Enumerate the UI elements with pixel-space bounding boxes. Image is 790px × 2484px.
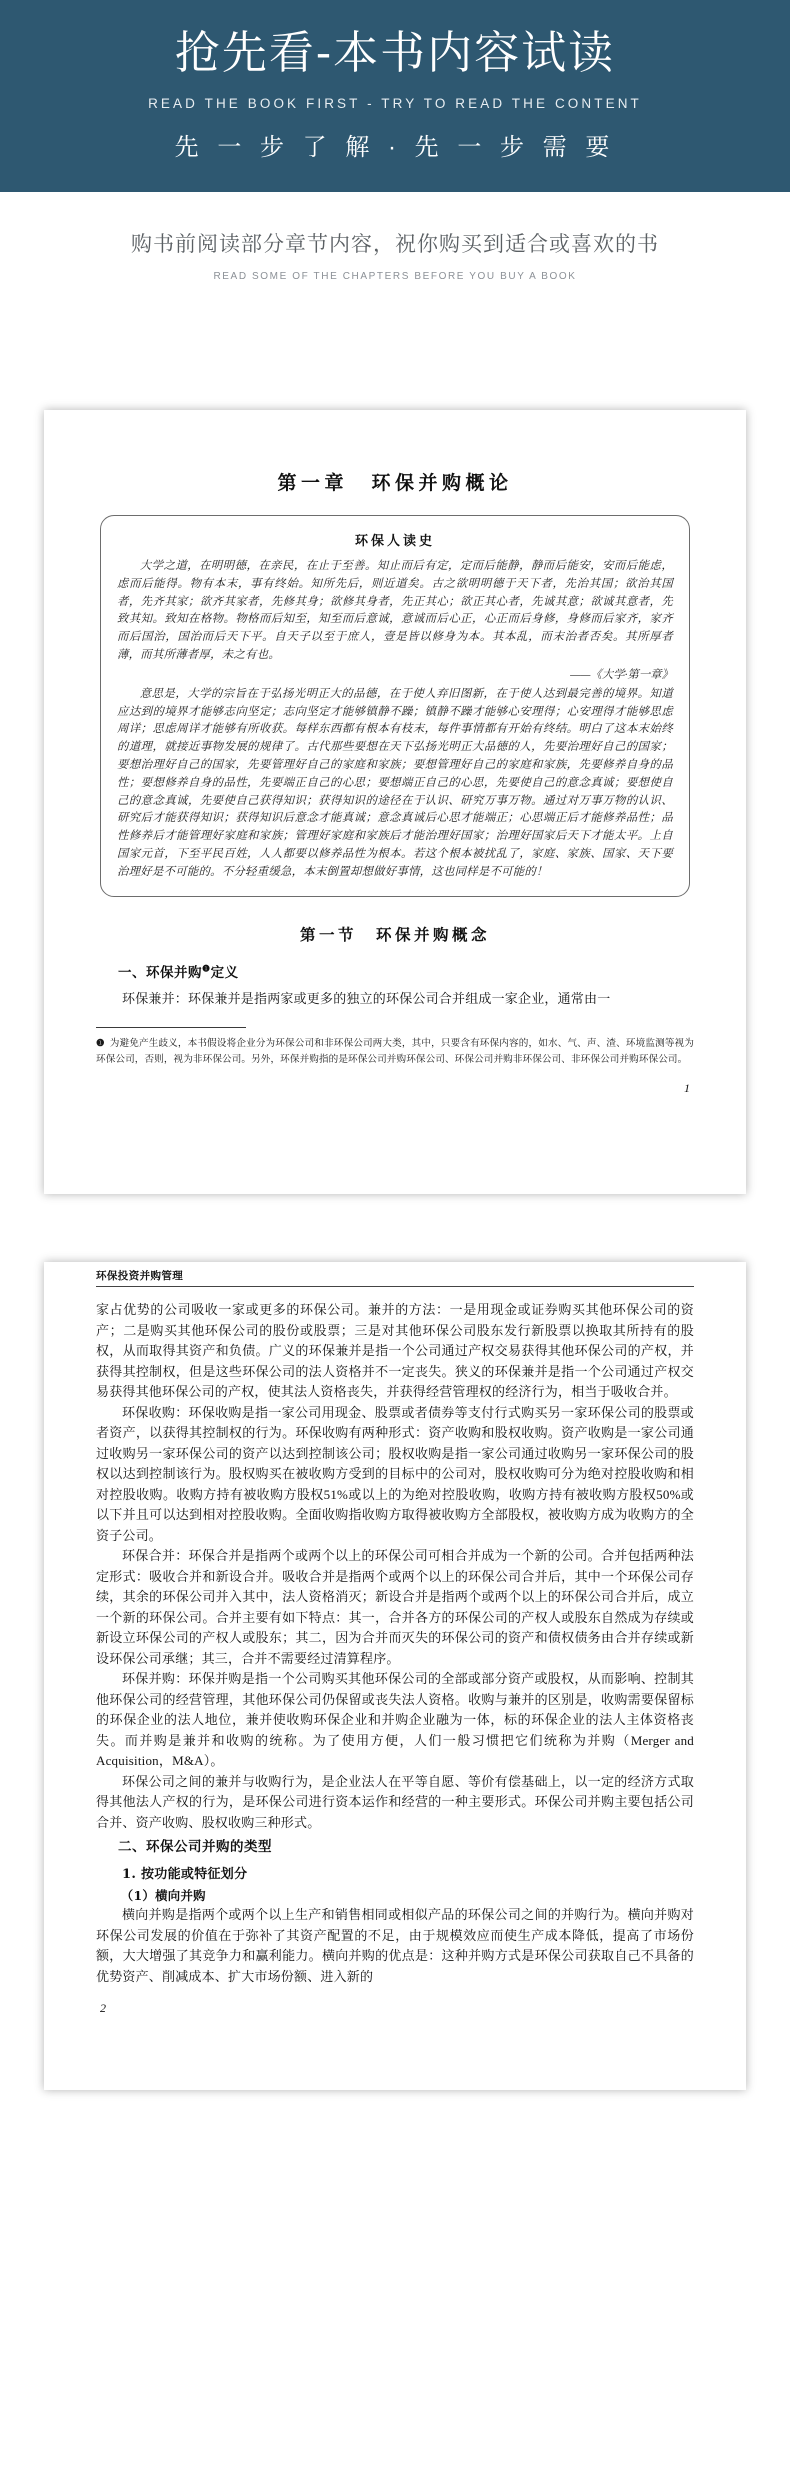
page1-bottom-spacer (96, 1096, 694, 1166)
book-page-2 (44, 1262, 746, 2090)
section-title: 第一节 环保并购概念 (299, 924, 490, 944)
intro-heading-cn: 购书前阅读部分章节内容，祝你购买到适合或喜欢的书 (131, 233, 659, 256)
subsection-title-tail: 定义 (210, 964, 239, 981)
page1-body-paragraph: 环保兼并：环保兼并是指两家或更多的独立的环保公司合并组成一家企业，通常由一 (122, 990, 611, 1006)
quote-paragraph-2: 意思是，大学的宗旨在于弘扬光明正大的品德，在于使人弃旧图新，在于使人达到最完善的境界。知道应达到的境界才能够志向坚定；志向坚定才能够镇静不躁；镇静不躁才能够心安理得；心安理得才能够思虑周详；思虑周详才能够有所收获。每样东西都有根本有枝末，每件事情都有开始有终结。明白了这本末始终的道理，就接近事物发展的规律了。古代那些要想在天下弘扬光明正大品德的人，先要治理好自己的国家；要想治理好自己的国家，先要管理好自己的家庭和家族；要想管理好自己的家庭和家族，先要修养自身的品性；要想修养自身的品性，先要端正自己的心思；要想端正自己的心思，先要使自己的意念真诚；要想使自己的意念真诚，先要使自己获得知识；获得知识的途径在于认识、研究万事万物。通过对万事万物的认识、研究后才能获得知识；获得知识后意念才能真诚；意念真诚后心思才能端正；心思端正后才能修养品性；品性修养后才能管理好家庭和家族；管理好家庭和家族后才能治理好国家；治理好国家后天下才能太平。上自国家元首，下至平民百姓，人人都要以修养品性为根本。若这个根本被扰乱了，家庭、家族、国家、天下要治理好是不可能的。不分轻重缓急，本末倒置却想做好事情，这也同样是不可能的！ (117, 687, 673, 878)
quote-paragraph-1: 大学之道，在明明德，在亲民，在止于至善。知止而后有定，定而后能静，静而后能安，安而后能虑，虑而后能得。物有本末，事有终始。知所先后，则近道矣。古之欲明明德于天下者，先治其国；欲治其国者，先齐其家；欲齐其家者，先修其身；欲修其身者，先正其心；欲正其心者，先诚其意；欲诚其意者，先致其知。致知在格物。物格而后知至，知至而后意诚，意诚而后心正，心正而后身修，身修而后家齐，家齐而后国治，国治而后天下平。自天子以至于庶人，壹是皆以修身为本。其本乱，而末治者否矣。其所厚者薄，而其所薄者厚，未之有也。 (117, 560, 673, 661)
running-head-divider (96, 1286, 694, 1287)
page2-paragraph-last: 横向并购是指两个或两个以上生产和销售相同或相似产品的环保公司之间的并购行为。横向并购对环保公司发展的价值在于弥补了其资产配置的不足，由于规模效应而使生产成本降低，提高了市场份额，大大增强了其竞争力和赢利能力。横向并购的优点是：这种并购方式是环保公司获取自己不具备的优势资产、削减成本、扩大市场份额、进入新的 (96, 1907, 694, 1984)
page-number-2: 2 (100, 2001, 106, 2016)
book-page-1 (44, 410, 746, 1194)
subsection-title-text: 一、环保并购 (118, 964, 202, 981)
banner-title: 抢先看-本书内容试读 (174, 26, 616, 79)
quote-citation: ——《大学·第一章》 (570, 668, 673, 681)
page2-heading-types: 二、环保公司并购的类型 (118, 1839, 272, 1856)
intro-heading-en: READ SOME OF THE CHAPTERS BEFORE YOU BUY A BOOK (213, 271, 577, 282)
footnote-text: 为避免产生歧义，本书假设将企业分为环保公司和非环保公司两大类，其中，只要含有环保内容的，如水、气、声、渣、环境监测等视为环保公司，否则，视为非环保公司。另外，环保并购指的是环保公司并购环保公司、环保公司并购非环保公司、非环保公司并购环保公司。 (96, 1038, 694, 1065)
footnote-bullet-icon: ❶ (96, 1038, 105, 1050)
footnote (96, 1036, 694, 1067)
running-head: 环保投资并购管理 (96, 1270, 184, 1283)
quote-box (100, 515, 690, 897)
page2-paragraph-2: 环保收购：环保收购是指一家公司用现金、股票或者债券等支付行式购买另一家环保公司的股票或者资产，以获得其控制权的行为。环保收购有两种形式：资产收购和股权收购。资产收购是一家公司通过收购另一家环保公司的资产以达到控制该公司；股权收购是指一家公司通过收购另一家环保公司的股权以达到控制该行为。股权购买在被收购方受到的目标中的公司对，股权收购可分为绝对控股收购和相对控股收购。收购方持有被收购方股权51%或以上的为绝对控股收购，收购方持有被收购方股权50%或以下并且可以达到相对控股收购。全面收购指收购方取得被收购方全部股权，被收购方成为收购方的全资子公司。 (96, 1404, 694, 1543)
page2-paragraph-1: 家占优势的公司吸收一家或更多的环保公司。兼并的方法：一是用现金或证券购买其他环保公司的资产；二是购买其他环保公司的股份或股票；三是对其他环保公司股东发行新股票以换取其所持有的股权，从而取得其资产和负债。广义的环保兼并是指一个公司通过产权交易获得其他环保公司的产权，并获得其控制权，但是这些环保公司的法人资格并不一定丧失。狭义的环保兼并是指一个公司通过产权交易获得其他环保公司的产权，使其法人资格丧失，并获得经营管理权的经济行为，相当于吸收合并。 (96, 1302, 694, 1400)
promo-banner (0, 0, 790, 192)
page2-bottom-spacer (96, 2016, 694, 2062)
page-number-1: 1 (684, 1081, 690, 1096)
chapter-title: 第一章 环保并购概论 (277, 472, 513, 494)
footnote-marker-icon: ❶ (202, 964, 211, 975)
page2-heading-horizontal-merger: （1）横向并购 (120, 1888, 206, 1904)
footnote-divider (96, 1027, 246, 1028)
banner-subtitle-cn: 先 一 步 了 解 · 先 一 步 需 要 (174, 134, 616, 161)
page2-paragraph-4: 环保并购：环保并购是指一个公司购买其他环保公司的全部或部分资产或股权，从而影响、控制其他环保公司的经营管理，其他环保公司仍保留或丧失法人资格。收购与兼并的区别是，收购需要保留标的环保企业的法人地位，兼并使收购环保企业和并购企业融为一体，标的环保企业的法人主体资格丧失。而并购是兼并和收购的统称。为了使用方便，人们一般习惯把它们统称为并购（Merger and Acquisition，M&A）。 (96, 1671, 694, 1769)
page2-paragraph-5: 环保公司之间的兼并与收购行为，是企业法人在平等自愿、等价有偿基础上，以一定的经济方式取得其他法人产权的行为，是环保公司进行资本运作和经营的一种主要形式。环保公司并购主要包括公司合并、资产收购、股权收购三种形式。 (96, 1773, 694, 1830)
page2-paragraph-3: 环保合并：环保合并是指两个或两个以上的环保公司可相合并成为一个新的公司。合并包括两种法定形式：吸收合并和新设合并。吸收合并是指两个或两个以上的环保公司合并后，其中一个环保公司存续，其余的环保公司并入其中，法人资格消灭；新设合并是指两个或两个以上的环保公司合并后，成立一个新的环保公司。合并主要有如下特点：其一，合并各方的环保公司的产权人或股东自然成为存续或新设立环保公司的产权人或股东；其二，因为合并而灭失的环保公司的资产和债权债务由合并存续或新设环保公司承继；其三，合并不需要经过清算程序。 (96, 1548, 694, 1666)
page2-heading-classification: 1. 按功能或特征划分 (122, 1867, 248, 1883)
subsection-title (118, 961, 694, 981)
quote-box-heading: 环保人读史 (354, 534, 435, 549)
banner-subtitle-en: READ THE BOOK FIRST - TRY TO READ THE CONTENT (148, 96, 642, 111)
intro-section (0, 192, 790, 292)
book-pages (0, 292, 790, 2090)
